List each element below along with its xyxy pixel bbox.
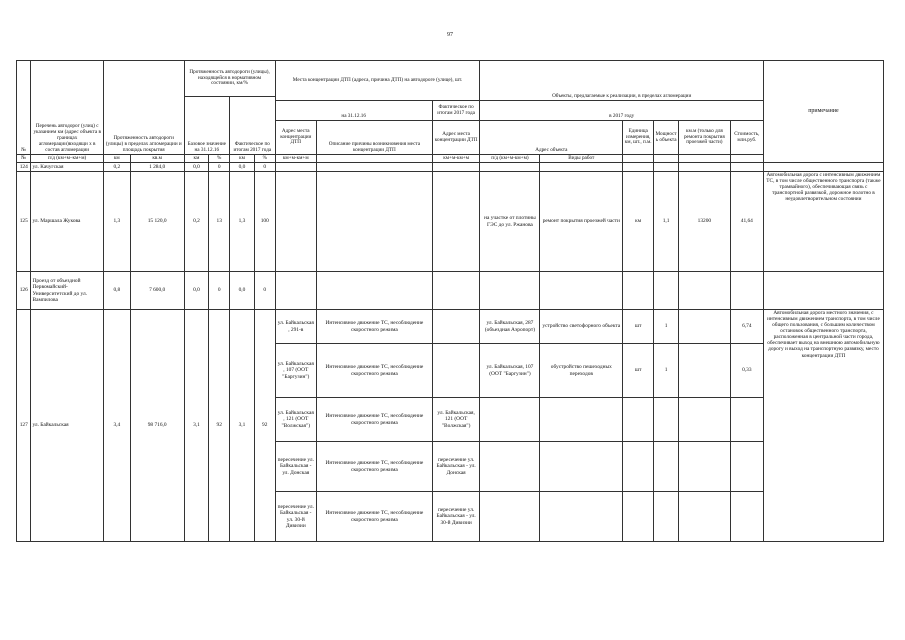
actual-percent: 0 <box>254 272 275 310</box>
dtp-address-actual <box>432 310 480 344</box>
header-power: Мощность объекта <box>654 121 679 155</box>
subheader-c4: км <box>184 155 209 163</box>
row-number: 124 <box>17 163 31 172</box>
header-objects-group: Объекты, предлагаемые к реализации, в пределах агломерации <box>480 61 763 101</box>
actual-km: 3,1 <box>230 310 255 542</box>
dtp-reason: Интенсивное движение ТС, несоблюдение скоростного режима <box>316 310 432 344</box>
subheader-num: № <box>17 155 31 163</box>
header-road-length: Протяженность автодороги (улицы) в пределах агломерации и площадь покрытия <box>103 61 184 155</box>
unit: шт <box>623 344 654 398</box>
road-km: 3,4 <box>103 310 130 542</box>
power: 1 <box>654 344 679 398</box>
dtp-reason: Интенсивное движение ТС, несоблюдение скоростного режима <box>316 492 432 542</box>
dtp-reason: Интенсивное движение ТС, несоблюдение скоростного режима <box>316 344 432 398</box>
subheader-c1: п/д (км+м–км+м) <box>31 155 103 163</box>
actual-km: 0,0 <box>230 163 255 172</box>
road-km: 0,2 <box>103 163 130 172</box>
header-cost: Стоимость, млн.руб. <box>730 121 763 155</box>
header-object-address: Адрес объекта <box>480 121 623 155</box>
note: Автомобильная дорога местного значения, с интенсивным движением транспорта, в том числе общего пользования, с большим количеством остановок общественного транспорта, расположенная в центральной части города, обеспечивает выход на внешнюю автомобильную дорогу и выход на транспортную развязку, место концентрации ДТП <box>763 310 883 542</box>
road-sqm: 98 716,0 <box>130 310 184 542</box>
base-percent: 13 <box>209 172 230 272</box>
base-km: 0,0 <box>184 272 209 310</box>
header-roads-list: Перечень автодорог (улиц) с указанием км (адрес объекта в границах агломерации)входящи х в состав агломерации <box>31 61 103 155</box>
object-address: ул. Байкальская, 107 (ООТ "Баргузин") <box>480 344 540 398</box>
cost: 41,64 <box>730 172 763 272</box>
cost: 0,33 <box>730 344 763 398</box>
header-dtp-date: на 31.12.16 <box>275 101 432 121</box>
object-address: ул. Байкальская, 287 (объездная Аэропорт) <box>480 310 540 344</box>
dtp-reason: Интенсивное движение ТС, несоблюдение скоростного режима <box>316 442 432 492</box>
repair-km: 13200 <box>679 172 731 272</box>
base-km: 0,2 <box>184 172 209 272</box>
header-actual-value: Фактическое по итогам 2017 года <box>230 97 276 155</box>
road-km: 0,8 <box>103 272 130 310</box>
subheader-c11: п/д (км+м-км+м) <box>480 155 540 163</box>
actual-km: 1,3 <box>230 172 255 272</box>
header-dtp-reasons: Описание причины возникновения места концентрации ДТП <box>316 121 432 155</box>
subheader-c7: % <box>254 155 275 163</box>
base-percent: 92 <box>209 310 230 542</box>
header-repair-km: км.м (только для ремонта покрытия проезжей части) <box>679 121 731 155</box>
dtp-address-actual: пересечение ул. Байкальская - ул. Донская <box>432 442 480 492</box>
unit: км <box>623 172 654 272</box>
roads-table <box>16 60 884 542</box>
dtp-address: ул. Байкальская , 107 (ООТ "Баргузин") <box>275 344 316 398</box>
dtp-address-actual: ул. Байкальская, 121 (ООТ "Волжская") <box>432 398 480 442</box>
road-sqm: 15 120,0 <box>130 172 184 272</box>
subheader-c12: Виды работ <box>540 155 623 163</box>
road-sqm: 1 284,0 <box>130 163 184 172</box>
row-number: 125 <box>17 172 31 272</box>
subheader-c10: км+м-км+м <box>432 155 480 163</box>
road-name: Проезд от объездной Первомайский-Университетский до ул. Вампилова <box>31 272 103 310</box>
power: 1,1 <box>654 172 679 272</box>
header-dtp-address2: Адрес места концентрации ДТП <box>432 121 480 155</box>
header-year: в 2017 году <box>480 101 763 121</box>
dtp-address: ул. Байкальская , 291-в <box>275 310 316 344</box>
table-row <box>17 272 884 310</box>
dtp-address: пересечение ул. Байкальская - ул. Донская <box>275 442 316 492</box>
subheader-c9 <box>316 155 432 163</box>
header-note: примечание <box>763 61 883 163</box>
base-percent: 0 <box>209 163 230 172</box>
subheader-c5: % <box>209 155 230 163</box>
dtp-address-actual <box>432 344 480 398</box>
row-number: 127 <box>17 310 31 542</box>
dtp-address-actual: пересечение ул. Байкальская - ул. 30-й Дивизии <box>432 492 480 542</box>
actual-percent: 92 <box>254 310 275 542</box>
cost: 6,74 <box>730 310 763 344</box>
subheader-c2: км <box>103 155 130 163</box>
page-number: 97 <box>447 32 453 38</box>
road-name: ул. Качугская <box>31 163 103 172</box>
header-num: № <box>17 61 31 155</box>
object-address: на участке от плотины ГЭС до ул. Ржанова <box>480 172 540 272</box>
road-sqm: 7 600,0 <box>130 272 184 310</box>
row-number: 126 <box>17 272 31 310</box>
road-name: ул. Маршала Жукова <box>31 172 103 272</box>
base-km: 3,1 <box>184 310 209 542</box>
road-km: 1,3 <box>103 172 130 272</box>
dtp-address: пересечение ул. Байкальская - ул. 30-й Дивизии <box>275 492 316 542</box>
subheader-c6: км <box>230 155 255 163</box>
header-dtp-actual: Фактическое по итогам 2017 года <box>432 101 480 121</box>
actual-km: 0,0 <box>230 272 255 310</box>
table-row <box>17 172 884 272</box>
subheader-c3: кв.м <box>130 155 184 163</box>
table-row <box>17 163 884 172</box>
unit: шт <box>623 310 654 344</box>
works-type: ремонт покрытия проезжей части <box>540 172 623 272</box>
actual-percent: 0 <box>254 163 275 172</box>
header-base-value: Базовое значение на 31.12.16 <box>184 97 230 155</box>
road-name: ул. Байкальская <box>31 310 103 542</box>
table-row <box>17 310 884 344</box>
actual-percent: 100 <box>254 172 275 272</box>
works-type: обустройство пешеходных переходов <box>540 344 623 398</box>
header-dtp-group: Места концентрации ДТП (адреса, причина ДТП) на автодороге (улице), шт. <box>275 61 480 101</box>
base-percent: 0 <box>209 272 230 310</box>
power: 1 <box>654 310 679 344</box>
subheader-c8: км+м-км+м <box>275 155 316 163</box>
header-normative-group: Протяженность автодороги (улицы), находящейся в нормативном состоянии, км/% <box>184 61 275 97</box>
dtp-address: ул. Байкальская , 121 (ООТ "Волжская") <box>275 398 316 442</box>
header-unit: Единица измерения, км, шт., п.м. <box>623 121 654 155</box>
note: Автомобильная дорога с интенсивным движением ТС, в том числе общественного транспорта (также трамвайного), обеспечивающая связь с транспортной развязкой, дорожное полотно в неудовлетворительном состоянии <box>763 172 883 272</box>
dtp-reason: Интенсивное движение ТС, несоблюдение скоростного режима <box>316 398 432 442</box>
base-km: 0,0 <box>184 163 209 172</box>
header-dtp-address: Адрес места концентрации ДТП <box>275 121 316 155</box>
works-type: устройство светофорного объекта <box>540 310 623 344</box>
